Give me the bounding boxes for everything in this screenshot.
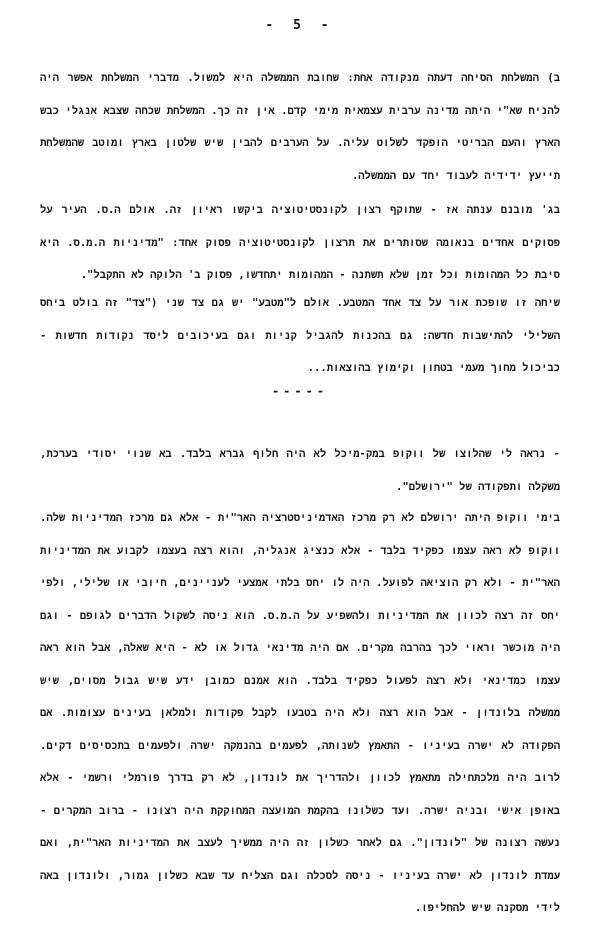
section-divider: ----- [271, 384, 329, 398]
paragraph-5: בימי ווקופ היתה ירושלם לא רק מרכז האדמיניסטרציה האר"ית - אלא גם מרכז המדיניות שלה. ווקופ לא ראה עצמו כפקיד בלבד - אלא כנציג אנגליה, והוא רצה בעצמו לקבוע את המדיניות האר"ית - ולא רק הוציאה לפועל. היה לו יחס בלתי אמצעי לעניינים, חיובי או שלילי, ולפי יחס זה רצה לכוון את המדיניות ולהשפיע על ה.מ.ס. הוא ניסה לשקול הדברים לגופם - וגם היה מוכשר וראוי לכך בהרבה מקרים. אם היה מדינאי גדול או לא - היא שאלה, אבל הוא ראה עצמו כמדינאי ולא רצה לפעול כפקיד בלבד. הוא אמנם כמובן ידע שיש גבול מסוים, שיש ממשלה בלונדון - אבל הוא רצה ולא היה בטבעו לקבל פקודות ולמלאן בעינים עצומות. אם הפקודה לא ישרה בעיניו - התאמץ לשנותה, לפעמים בהנמקה ישרה ולפעמים בתכסיסים דקים. לרוב היה מלכתחילה מתאמץ לכוון ולהדריך את לונדון, לא רק בדרך פורמלי ורשמי - אלא באופן אישי ובניה ישרה. ועד כשלונו בהקמת המועצה המחוקקת היה רצונו - ברוב המקרים - נעשה רצונה של "לונדון". גם לאחר כשלון זה היה ממשיך לעצב את המדיניות האר"ית, ואם עמדת לונדון לא ישרה בעיניו - ניסה לסכלה וגם הצליח עד שבא כשלון גמור, ולונדון באה לידי מסקנה שיש להחליפו. [40, 512, 560, 914]
paragraph-4: - נראה לי שהלוצו של ווקופ במק-מיכל לא היה חלוף גברא בלבד. בא שנוי יסודי בערכת, משקלה ותפקודה של "ירושלם". [40, 448, 560, 493]
paragraph-3: שיחה זו שופכת אור על צד אחד המטבע. אולם ל"מטבע" יש גם צד שני ("צד" זה בולט ביחס השלילי להתישבות חדשה: גם בהכנות להגביל קניות וגם בעיכובים ליסד נקודות חדשות - כביכול מחוך מעמי בטחון וקימוץ בהוצאות... [40, 297, 560, 374]
page-number: - 5 - [265, 18, 335, 33]
paragraph-2: בג' מובנם ענתה אז - שתוקף רצון לקונסטיטוציה ביקשו ראיון זה. אולם ה.ס. העיר על פסוקים אחדים בנאומה שסותרים את תרצון לקונסטיטוציה פסוק אחד: "מדיניות ה.מ.ס. היא סיבת כל המהומות וכל זמן שלא תשתנה - המהומות יתחדשו, פסוק ב' הלוקה לא התקבל". [40, 204, 560, 281]
paragraph-1: ב) המשלחת הסיחה דעתה מנקודה אחת: שחובת הממשלה היא למשול. מדברי המשלחת אפשר היה להניח שא"י היתה מדינה ערבית עצמאית מימי קדם. אין זה כך. המשלחת שכחה שצבא אנגלי כבש הארץ והעם הבריטי הופקד לשלוט עליה. על הערבים להבין שיש שלטון בארץ ומוטב שהמשלחת תייעץ ידידיה לעבוד יחד עם הממשלה. [40, 72, 560, 182]
